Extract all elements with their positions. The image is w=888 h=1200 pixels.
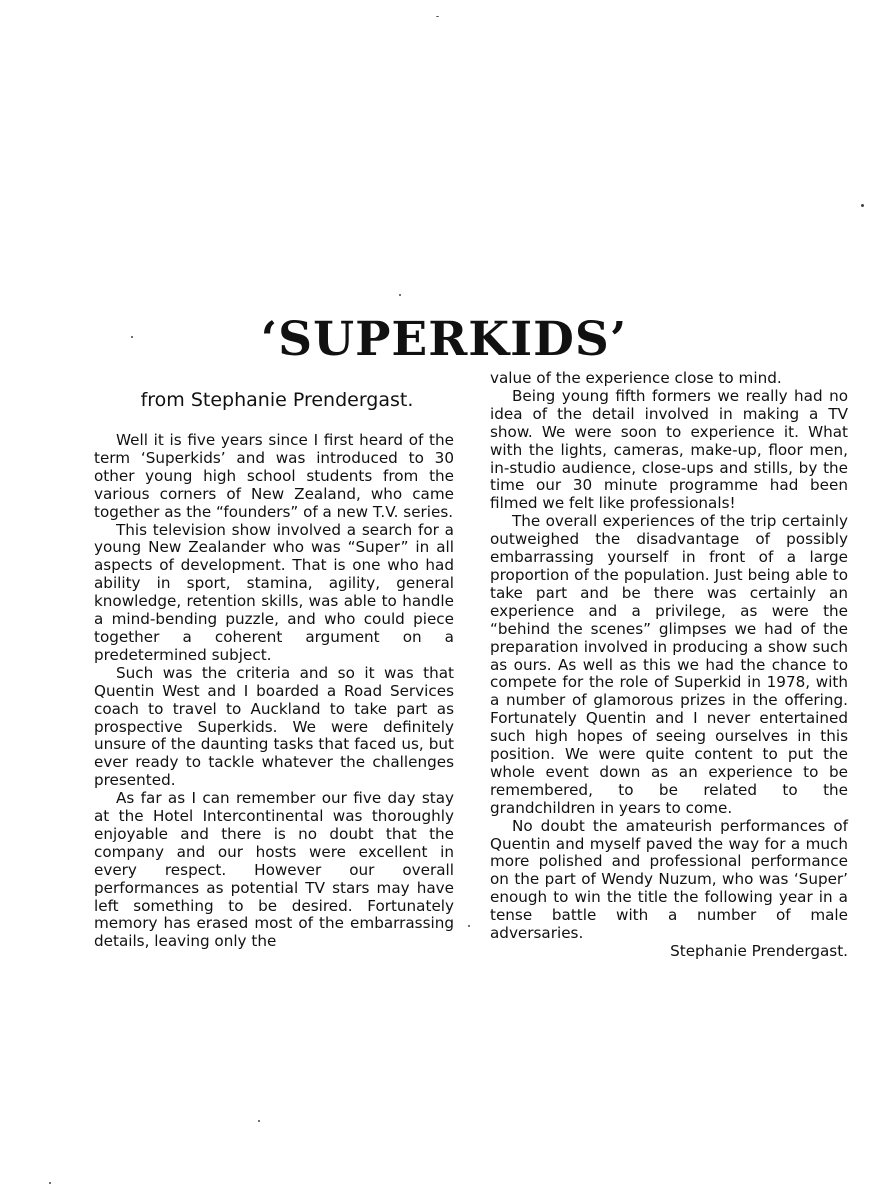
paragraph: Being young fifth formers we really had no idea of the detail involved in making a TV show. We were soon to experience it. What with the lights, cameras, make-up, floor men, in-studio audience, close-ups and stills, by the time our 30 minute programme had been filmed we felt like professionals! — [490, 386, 848, 513]
article-title: ‘SUPERKIDS’ — [260, 312, 628, 367]
paragraph: Such was the criteria and so it was that Quentin West and I boarded a Road Services coach to travel to Auckland to take part as prospective Superkids. We were definitely unsure of the daunting tasks that faced us, but ever ready to tackle whatever the challenges presented. — [94, 663, 454, 790]
left-column — [94, 388, 454, 951]
signature: Stephanie Prendergast. — [670, 942, 848, 960]
paragraph: Well it is five years since I first heard of the term ‘Superkids’ and was introduced to 30 other young high school students from the various corners of New Zealand, who came together as the “founders” of a new T.V. series. — [94, 431, 454, 521]
scan-speck — [861, 204, 864, 207]
paragraph: The overall experiences of the trip certainly outweighed the disadvantage of possibly embarrassing yourself in front of a large proportion of the population. Just being able to take part and be there was certainly an experience and a privilege, as were the “behind the scenes” glimpses we had of the preparation involved in producing a show such as ours. As well as this we had the chance to compete for the role of Superkid in 1978, with a number of glamorous prizes in the offering. Fortunately Quentin and I never entertained such high hopes of seeing ourselves in this position. We were quite content to put the whole event down as an experience to be remembered, to be related to the grandchildren in years to come. — [490, 512, 848, 817]
scan-speck — [49, 1182, 51, 1184]
paragraph: No doubt the amateurish performances of Quentin and myself paved the way for a much more polished and professional performance on the part of Wendy Nuzum, who was ‘Super’ enough to win the title the following year in a tense battle with a number of male adversaries. — [490, 816, 848, 943]
paragraph-continuation: value of the experience close to mind. — [490, 369, 782, 387]
scan-speck — [131, 336, 133, 338]
paragraph: This television show involved a search for a young New Zealander who was “Super” in all aspects of development. That is one who had ability in sport, stamina, agility, general knowledge, retention skills, was able to handle a mind-bending puzzle, and who could piece together a coherent argument on a predetermined subject. — [94, 520, 454, 664]
paragraph: As far as I can remember our five day stay at the Hotel Intercontinental was thoroughly enjoyable and there is no doubt that the company and our hosts were excellent in every respect. However our overall performances as potential TV stars may have left something to be desired. Fortunately memory has erased most of the embarrassing details, leaving only the — [94, 789, 454, 951]
right-column — [490, 370, 848, 961]
byline: from Stephanie Prendergast. — [140, 389, 414, 411]
scan-speck — [436, 16, 439, 17]
scan-speck — [399, 294, 401, 296]
scan-speck — [258, 1120, 260, 1122]
scan-speck — [468, 925, 470, 927]
